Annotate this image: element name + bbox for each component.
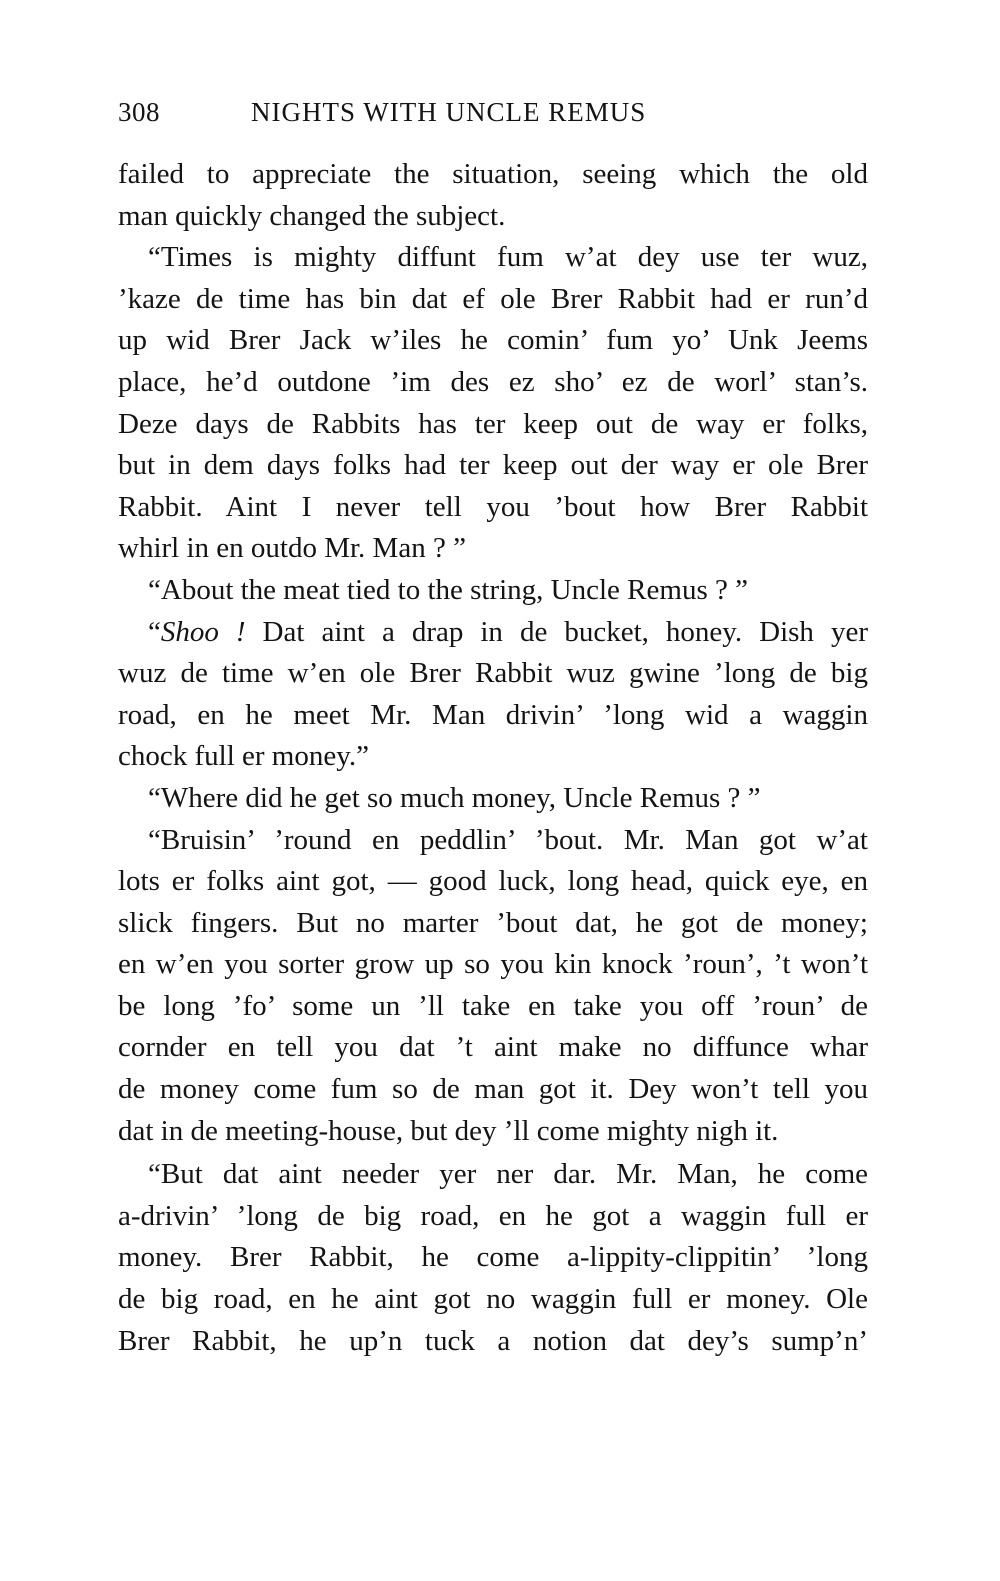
book-title: NIGHTS WITH UNCLE REMUS (251, 97, 647, 127)
open-quote: “ (148, 615, 161, 648)
text-line: Rabbit. Aint I never tell you ’bout how Brer Rabbit (118, 490, 868, 523)
text-line: chock full er money.” (118, 740, 369, 773)
text-line: “Bruisin’ ’round en peddlin’ ’bout. Mr. Man got w’at (148, 823, 868, 856)
text-line: up wid Brer Jack w’iles he comin’ fum yo’ Unk Jeems (118, 324, 868, 357)
text-line: “About the meat tied to the string, Uncle Remus ? ” (148, 573, 748, 606)
italic-exclamation: Shoo ! (160, 615, 246, 648)
text-line: ’kaze de time has bin dat ef ole Brer Rabbit had er run’d (118, 282, 868, 315)
text-line: cornder en tell you dat ’t aint make no diffunce whar (118, 1031, 868, 1064)
text-line: Brer Rabbit, he up’n tuck a notion dat dey’s sump’n’ (118, 1324, 868, 1357)
text-line: “Where did he get so much money, Uncle Remus ? ” (148, 781, 761, 814)
text-line: be long ’fo’ some un ’ll take en take you off ’roun’ de (118, 989, 868, 1022)
text-line: slick fingers. But no marter ’bout dat, he got de money; (118, 906, 868, 939)
text-line: de money come fum so de man got it. Dey won’t tell you (118, 1073, 868, 1106)
text-line: place, he’d outdone ’im des ez sho’ ez de worl’ stan’s. (118, 365, 868, 398)
text-line: money. Brer Rabbit, he come a-lippity-clippitin’ ’long (118, 1241, 868, 1274)
text-line: a-drivin’ ’long de big road, en he got a waggin full er (118, 1199, 868, 1232)
text-line: man quickly changed the subject. (118, 199, 506, 232)
text-line: “Times is mighty diffunt fum w’at dey use ter wuz, (148, 241, 868, 274)
text-line: Deze days de Rabbits has ter keep out de way er folks, (118, 407, 868, 440)
text-line: dat in de meeting-house, but dey ’ll come mighty nigh it. (118, 1114, 779, 1147)
page-number: 308 (118, 97, 160, 127)
text-line: de big road, en he aint got no waggin full er money. Ole (118, 1283, 868, 1316)
text-line: “But dat aint needer yer ner dar. Mr. Man, he come (148, 1158, 868, 1191)
body-text (118, 154, 868, 1362)
text-line: lots er folks aint got, — good luck, long head, quick eye, en (118, 865, 868, 898)
text-line: road, en he meet Mr. Man drivin’ ’long wid a waggin (118, 698, 868, 731)
text-line: but in dem days folks had ter keep out der way er ole Brer (118, 449, 868, 482)
text-line: failed to appreciate the situation, seeing which the old (118, 158, 868, 190)
text-line: en w’en you sorter grow up so you kin knock ’roun’, ’t won’t (118, 948, 868, 981)
text-line: wuz de time w’en ole Brer Rabbit wuz gwine ’long de big (118, 657, 868, 690)
text-line: whirl in en outdo Mr. Man ? ” (118, 532, 466, 565)
running-head (118, 92, 868, 132)
line-remainder: Dat aint a drap in de bucket, honey. Dish yer (245, 615, 868, 648)
text-line (118, 612, 868, 654)
